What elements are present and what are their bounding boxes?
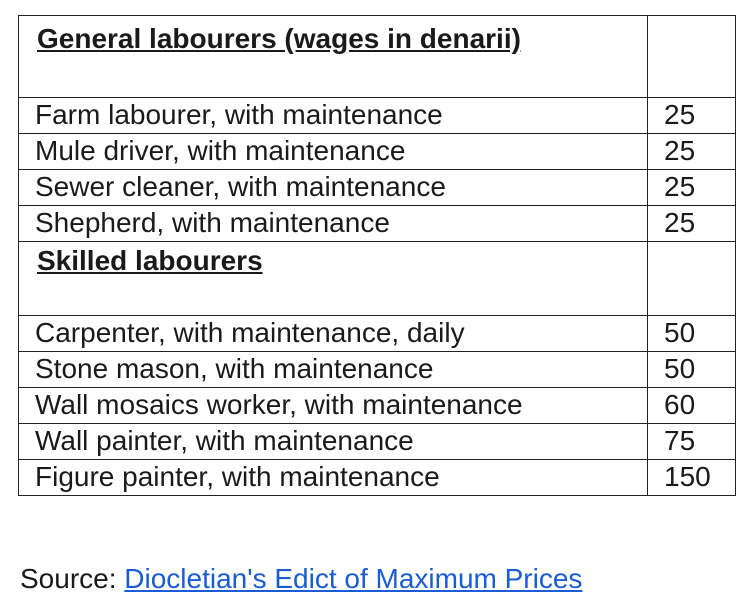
occupation-cell: Carpenter, with maintenance, daily [19,316,648,352]
source-line [20,562,582,596]
table-row [19,388,736,424]
source-link[interactable]: Diocletian's Edict of Maximum Prices [124,563,583,594]
occupation-cell: Mule driver, with maintenance [19,134,648,170]
occupation-cell: Wall painter, with maintenance [19,424,648,460]
table-row [19,316,736,352]
wage-cell: 60 [648,388,736,424]
section-heading-row [19,16,736,98]
wages-table [18,15,736,496]
wage-cell: 75 [648,424,736,460]
section-heading: General labourers (wages in denarii) [19,16,648,98]
occupation-cell: Farm labourer, with maintenance [19,98,648,134]
wage-cell: 50 [648,352,736,388]
table-row [19,170,736,206]
section-heading-value-cell [648,16,736,98]
table-row [19,460,736,496]
wage-cell: 25 [648,134,736,170]
wage-cell: 150 [648,460,736,496]
occupation-cell: Figure painter, with maintenance [19,460,648,496]
occupation-cell: Shepherd, with maintenance [19,206,648,242]
table-row [19,98,736,134]
table-row [19,134,736,170]
source-prefix: Source: [20,563,125,594]
table-row [19,424,736,460]
section-heading: Skilled labourers [19,242,648,316]
wage-cell: 25 [648,206,736,242]
table-row [19,352,736,388]
table-row [19,206,736,242]
occupation-cell: Stone mason, with maintenance [19,352,648,388]
section-heading-value-cell [648,242,736,316]
wage-cell: 25 [648,170,736,206]
wage-cell: 25 [648,98,736,134]
occupation-cell: Wall mosaics worker, with maintenance [19,388,648,424]
wage-cell: 50 [648,316,736,352]
section-heading-row [19,242,736,316]
occupation-cell: Sewer cleaner, with maintenance [19,170,648,206]
